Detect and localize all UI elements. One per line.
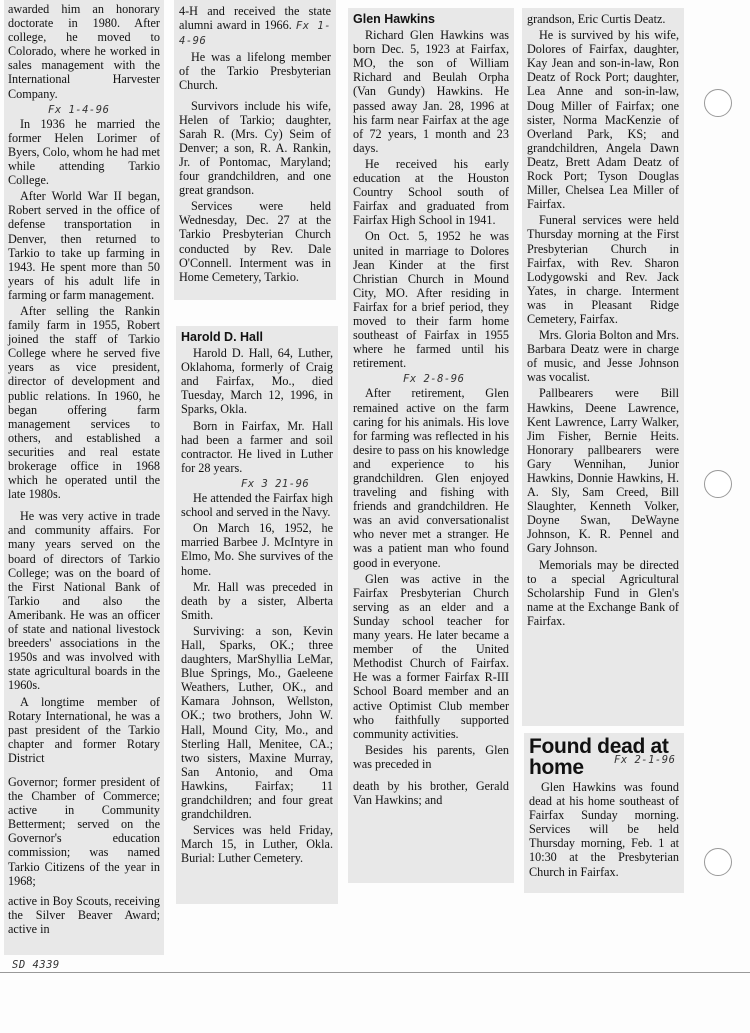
handwritten-date-note: Fx 1-4-96 [179,20,332,48]
handwritten-date-note: Fx 2-8-96 [403,373,465,386]
found-dead-notice [524,733,684,893]
paragraph: awarded him an honorary doctorate in 1980. After college, he moved to Colorado, where he worked in sales management with the International Harvester Company. [8,2,160,101]
obituary-heading: Harold D. Hall [181,330,263,344]
paragraph: Glen was active in the Fairfax Presbyterian Church serving as an elder and a Sunday school teacher for many years. He later became a member of the United Methodist Church of Fairfax. He was a former Fairfax R-III School Board member and an active Optimist Club member who faithfully supported community activities. [353,571,509,741]
paragraph: Born in Fairfax, Mr. Hall had been a farmer and soil contractor. He lived in Luther for 28 years. [181,418,333,475]
paragraph: Pallbearers were Bill Hawkins, Deene Lawrence, Kent Lawrence, Larry Walker, Jim Fisher, Bernie Heits. Honorary pallbearers were Gary Wennihan, Junior Hawkins, Donnie Hawkins, H. A. Sly, Sam Creed, Bill Slaughter, Kenneth Volker, Doyne Swan, DeWayne Johnson, K. R. Pennel and Gary Johnson. [527,386,679,556]
paragraph: Funeral services were held Thursday morning at the First Presbyterian Church in Fairfax, with Rev. Sharon Lodygowski and Rev. Jack Yates, in charge. Interment was in Pleasant Ridge Cemetery, Fairfax. [527,213,679,326]
paragraph: He received his early education at the Houston Country School south of Fairfax and graduated from Fairfax High School in 1941. [353,156,509,228]
paragraph: Surviving: a son, Kevin Hall, Sparks, OK.; three daughters, MarShyllia LeMar, Blue Springs, Mo., Gaeleene Weathers, Luther, OK., and Kamara Johnson, Wellston, OK.; two brothers, John W. Hall, Mound City, Mo., and Sterling Hall, Menitee, CA.; two sisters, Maxine Murray, San Antonio, and Oma Hawkins, Fairfax; 11 grandchildren; and four great grandchildren. [181,623,333,822]
rankin-obituary-continued [174,0,336,300]
paragraph: He attended the Fairfax high school and served in the Navy. [181,491,333,520]
binder-hole-icon [704,470,732,498]
paragraph: Services was held Friday, March 15, in Luther, Okla. Burial: Luther Cemetery. [181,823,333,866]
scan-edge-line [0,972,750,973]
paragraph: He was very active in trade and community affairs. For many years served on the board of directors of Tarkio College; was on the board of the First National Bank of Tarkio and also the Ameribank. He was an officer of state and national livestock breeders' associations in the 1950s and was involved with state agricultural boards in the 1960s. [8,509,160,693]
paragraph: On March 16, 1952, he married Barbee J. McIntyre in Elmo, Mo. She survives of the home. [181,521,333,578]
paragraph: In 1936 he married the former Helen Lorimer of Byers, Colo, whom he had met while attending Tarkio College. [8,116,160,188]
notice-headline: Found dead at home [529,735,669,779]
paragraph: Besides his parents, Glen was preceded in [353,742,509,771]
paragraph: Glen Hawkins was found dead at his home southeast of Fairfax Sunday morning. Services will be held Thursday morning, Feb. 1 at 10:30 at the Presbyterian Church in Fairfax. [529,780,679,879]
paragraph: grandson, Eric Curtis Deatz. [527,12,666,26]
handwritten-date-note: Fx 2-1-96 [614,754,676,766]
paragraph: Mrs. Gloria Bolton and Mrs. Barbara Deatz were in charge of music, and Jesse Johnson was vocalist. [527,328,679,385]
paragraph: He was a lifelong member of the Tarkio Presbyterian Church. [179,50,331,93]
paragraph: After selling the Rankin family farm in 1955, Robert joined the staff of Tarkio College where he served five years as vice president, director of development and public relations. In 1960, he began offering farm management services to others, and established a securities and real estate brokerage office in 1968 which he operated until the late 1980s. [8,303,160,502]
paragraph: Survivors include his wife, Helen of Tarkio; daughter, Sarah R. (Mrs. Cy) Seim of Denver; a son, R. A. Rankin, Jr. of Pontomac, Maryland; four grandchildren, and one great grandson. [179,98,331,198]
paragraph [179,4,331,48]
paragraph: Memorials may be directed to a special Agricultural Scholarship Fund in Glen's name at the Exchange Bank of Fairfax. [527,557,679,628]
paragraph: He is survived by his wife, Dolores of Fairfax, daughter, Kay Jean and son-in-law, Ron Deatz of Rock Port; daughter, Lea Anne and son-in-law, Doug Miller of Fairfax; one sister, Norma MacKenzie of Overland Park, KS; and grandchildren, Angela Dawn Deatz, Brett Adam Deatz of Rock Port; Tyson Douglas Miller, Chelsea Lea Miller of Fairfax. [527,28,679,212]
paragraph: Mr. Hall was preceded in death by a sister, Alberta Smith. [181,579,333,622]
paragraph: death by his brother, Gerald Van Hawkins; and [353,778,509,808]
glen-hawkins-obituary-continued [522,8,684,726]
paragraph: After World War II began, Robert served in the office of defense transportation in Denver, then returned to Tarkio to take up farming in 1943. He spent more than 50 years of his adult life in farming or farm management. [8,189,160,302]
paragraph: After retirement, Glen remained active on the farm caring for his animals. His love for farming was reflected in his desire to pass on his knowledge and experience to his grandchildren. Glen enjoyed traveling and fishing with friends and grandchildren. He was an avid conversationalist who never met a stranger. He was a patient man who found good in everyone. [353,386,509,570]
paragraph: Harold D. Hall, 64, Luther, Oklahoma, formerly of Craig and Fairfax, Mo., died Tuesday, March 12, 1996, in Sparks, Okla. [181,346,333,417]
paragraph: On Oct. 5, 1952 he was united in marriage to Dolores Jean Kinder at the first Christian Church in Mound City, MO. After residing in Fairfax for a brief period, they moved to their farm home southeast of Fairfax in 1955 where he farmed until his retirement. [353,229,509,371]
handwritten-date-note: Fx 3 21-96 [241,477,310,490]
binder-hole-icon [704,89,732,117]
paragraph: Services were held Wednesday, Dec. 27 at the Tarkio Presbyterian Church conducted by Rev. Dale O'Connell. Interment was in Home Cemetery, Tarkio. [179,199,331,284]
paragraph: Governor; former president of the Chamber of Commerce; active in Community Betterment; served on the Governor's education commission; was named Tarkio Citizens of the year in 1968; [8,774,160,888]
obituary-heading: Glen Hawkins [353,12,435,26]
paragraph: Richard Glen Hawkins was born Dec. 5, 1923 at Fairfax, MO, the son of William Richard and Beulah Orpha (Van Gundy) Hawkins. He passed away Jan. 28, 1996 at his farm near Fairfax at the age of 72 years, 1 month and 23 days. [353,28,509,155]
paragraph: active in Boy Scouts, receiving the Silver Beaver Award; active in [8,893,160,936]
glen-hawkins-obituary [348,8,514,883]
harold-hall-obituary [176,326,338,904]
binder-hole-icon [704,848,732,876]
handwritten-date-note: Fx 1-4-96 [48,103,110,116]
paragraph: A longtime member of Rotary International, he was a past president of the Tarkio chapter and former Rotary District [8,694,160,765]
rankin-obituary-column [4,0,164,955]
handwritten-catalog-label: SD 4339 [12,959,60,971]
paragraph-text: 4-H and received the state alumni award in 1966. [179,4,331,33]
